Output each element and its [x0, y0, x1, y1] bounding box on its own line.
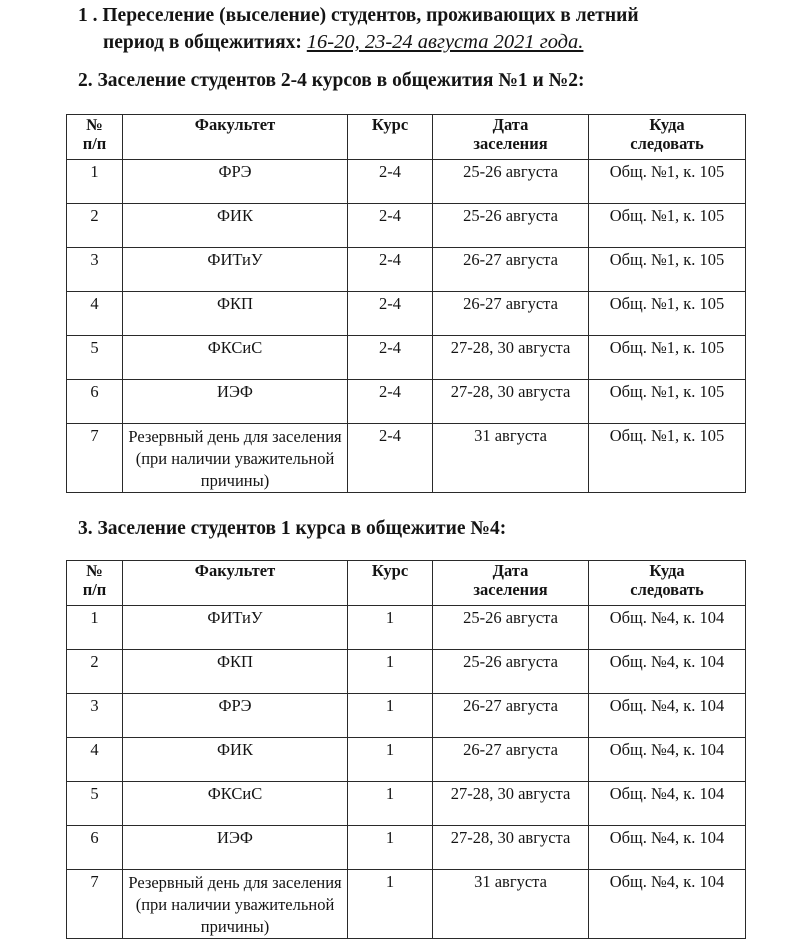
cell-course: 1	[348, 826, 433, 870]
table-dorms-1-2	[66, 114, 746, 493]
cell-faculty-text: Резервный день для заселения (при наличии уважительной причины)	[128, 427, 342, 490]
cell-number: 6	[67, 826, 123, 870]
cell-date: 27-28, 30 августа	[433, 380, 589, 424]
header-number-line-2: п/п	[82, 134, 107, 153]
cell-where: Общ. №4, к. 104	[589, 826, 746, 870]
header-where-line-2: следовать	[630, 580, 704, 599]
cell-faculty: ИЭФ	[123, 826, 348, 870]
header-date-line-2: заселения	[473, 580, 548, 599]
cell-course: 1	[348, 782, 433, 826]
table-row	[67, 694, 746, 738]
cell-where: Общ. №4, к. 104	[589, 694, 746, 738]
header-date-line-1: Дата	[492, 115, 529, 134]
cell-number: 2	[67, 650, 123, 694]
header-number-line-2: п/п	[82, 580, 107, 599]
cell-date: 27-28, 30 августа	[433, 826, 589, 870]
table-row	[67, 380, 746, 424]
cell-number: 2	[67, 204, 123, 248]
header-date	[433, 115, 589, 160]
cell-date: 26-27 августа	[433, 738, 589, 782]
header-faculty: Факультет	[123, 115, 348, 160]
cell-where: Общ. №1, к. 105	[589, 336, 746, 380]
cell-number: 1	[67, 160, 123, 204]
cell-number: 1	[67, 606, 123, 650]
header-where-line-1: Куда	[649, 561, 685, 580]
cell-date: 26-27 августа	[433, 248, 589, 292]
cell-number: 5	[67, 336, 123, 380]
cell-faculty: ФРЭ	[123, 160, 348, 204]
cell-number: 6	[67, 380, 123, 424]
section-3-heading: 3. Заселение студентов 1 курса в общежитие №4:	[78, 518, 507, 539]
cell-course: 1	[348, 694, 433, 738]
cell-date: 25-26 августа	[433, 650, 589, 694]
table-row	[67, 292, 746, 336]
cell-number: 7	[67, 870, 123, 939]
cell-where: Общ. №4, к. 104	[589, 738, 746, 782]
cell-number: 3	[67, 248, 123, 292]
cell-date: 31 августа	[433, 870, 589, 939]
header-where-line-2: следовать	[630, 134, 704, 153]
cell-faculty: ФКСиС	[123, 336, 348, 380]
cell-faculty: ФКП	[123, 292, 348, 336]
cell-where: Общ. №1, к. 105	[589, 204, 746, 248]
cell-date: 27-28, 30 августа	[433, 782, 589, 826]
cell-number: 3	[67, 694, 123, 738]
cell-date: 25-26 августа	[433, 160, 589, 204]
cell-faculty	[123, 870, 348, 939]
cell-course: 2-4	[348, 380, 433, 424]
cell-faculty: ИЭФ	[123, 380, 348, 424]
table-row	[67, 826, 746, 870]
cell-course: 2-4	[348, 292, 433, 336]
cell-course: 1	[348, 870, 433, 939]
table-row	[67, 248, 746, 292]
table-row	[67, 606, 746, 650]
header-number-line-1: №	[86, 115, 103, 134]
section-1-line-2	[78, 29, 639, 56]
cell-where: Общ. №1, к. 105	[589, 380, 746, 424]
cell-faculty: ФИТиУ	[123, 606, 348, 650]
cell-course: 1	[348, 738, 433, 782]
table-row	[67, 782, 746, 826]
cell-faculty: ФКП	[123, 650, 348, 694]
cell-number: 4	[67, 292, 123, 336]
cell-course: 2-4	[348, 248, 433, 292]
header-number	[67, 115, 123, 160]
cell-number: 5	[67, 782, 123, 826]
cell-date: 25-26 августа	[433, 204, 589, 248]
cell-number: 4	[67, 738, 123, 782]
table-row	[67, 650, 746, 694]
header-where-line-1: Куда	[649, 115, 685, 134]
table-row	[67, 160, 746, 204]
cell-faculty: ФРЭ	[123, 694, 348, 738]
cell-course: 2-4	[348, 336, 433, 380]
header-date-line-2: заселения	[473, 134, 548, 153]
cell-faculty-text: Резервный день для заселения (при наличии уважительной причины)	[128, 873, 342, 936]
cell-where: Общ. №1, к. 105	[589, 160, 746, 204]
cell-faculty	[123, 424, 348, 493]
cell-faculty: ФИК	[123, 738, 348, 782]
header-date	[433, 561, 589, 606]
cell-course: 2-4	[348, 160, 433, 204]
cell-date: 26-27 августа	[433, 292, 589, 336]
header-number	[67, 561, 123, 606]
cell-number: 7	[67, 424, 123, 493]
section-1-line-1: 1 . Переселение (выселение) студентов, проживающих в летний	[78, 5, 639, 26]
section-1-dates: 16-20, 23-24 августа 2021 года.	[306, 31, 584, 53]
cell-course: 1	[348, 606, 433, 650]
table-header-row	[67, 115, 746, 160]
header-where	[589, 115, 746, 160]
cell-date: 27-28, 30 августа	[433, 336, 589, 380]
header-date-line-1: Дата	[492, 561, 529, 580]
cell-where: Общ. №4, к. 104	[589, 650, 746, 694]
table-dorm-4	[66, 560, 746, 939]
cell-date: 26-27 августа	[433, 694, 589, 738]
table-header-row	[67, 561, 746, 606]
header-number-line-1: №	[86, 561, 103, 580]
cell-faculty: ФКСиС	[123, 782, 348, 826]
table-row	[67, 336, 746, 380]
table-row	[67, 204, 746, 248]
header-course: Курс	[348, 561, 433, 606]
cell-where: Общ. №4, к. 104	[589, 782, 746, 826]
header-faculty: Факультет	[123, 561, 348, 606]
cell-date: 31 августа	[433, 424, 589, 493]
cell-course: 1	[348, 650, 433, 694]
section-1-prefix: период в общежитиях:	[103, 32, 302, 53]
table-row	[67, 424, 746, 493]
table-row	[67, 870, 746, 939]
cell-where: Общ. №4, к. 104	[589, 606, 746, 650]
table-row	[67, 738, 746, 782]
cell-where: Общ. №1, к. 105	[589, 248, 746, 292]
cell-where: Общ. №4, к. 104	[589, 870, 746, 939]
cell-faculty: ФИК	[123, 204, 348, 248]
cell-where: Общ. №1, к. 105	[589, 292, 746, 336]
cell-date: 25-26 августа	[433, 606, 589, 650]
section-1-heading	[78, 2, 639, 56]
section-2-heading: 2. Заселение студентов 2-4 курсов в общежития №1 и №2:	[78, 70, 585, 91]
cell-course: 2-4	[348, 204, 433, 248]
header-where	[589, 561, 746, 606]
cell-course: 2-4	[348, 424, 433, 493]
cell-faculty: ФИТиУ	[123, 248, 348, 292]
header-course: Курс	[348, 115, 433, 160]
cell-where: Общ. №1, к. 105	[589, 424, 746, 493]
